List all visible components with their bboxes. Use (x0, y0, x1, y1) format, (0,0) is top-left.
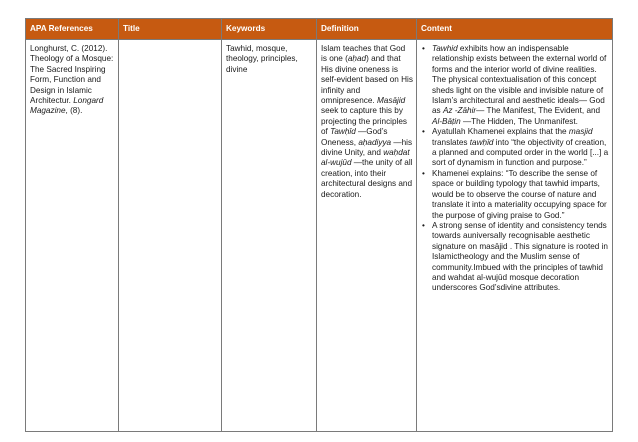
term-masajid: Masājid (376, 96, 406, 106)
header-title: Title (119, 19, 222, 40)
content-text: into “the objectivity of creation, a planned and computed order in the world [...] a sort of dynamism in function and purpose.” (432, 137, 609, 168)
list-item: • Khamenei explains: “To describe the sense of space or building typology that tawhid imparts, would be to observe the course of nature and translate it into a materiality occupying space for the purpose of giving praise to God.” (432, 169, 609, 221)
definition-text: —his divine Unity, and (321, 137, 413, 158)
list-item (432, 127, 609, 169)
cell-keywords: Tawhid, mosque, theology, principles, divine (222, 40, 317, 432)
term-tawhid: tawḥīd (469, 137, 494, 147)
content-text: exhibits how an indispensable relationship exists between the external world of forms and the interior world of divine realities. The physical contextualisation of this concept sheds light on the visible and invisible nature of Islam’s architectural and aesthetic ideals— God as (432, 44, 607, 116)
literature-table (25, 18, 613, 432)
document-page (25, 18, 612, 432)
content-text: —The Hidden, The Unmanifest. (460, 116, 578, 126)
header-content: Content (417, 19, 613, 40)
header-keywords: Keywords (222, 19, 317, 40)
header-row (26, 19, 613, 40)
header-apa-references: APA References (26, 19, 119, 40)
content-text: — The Manifest, The Evident, and (476, 106, 601, 116)
content-text: translates (432, 137, 470, 147)
term-al-batin: Al-Bāṭin (432, 116, 461, 126)
cell-title (119, 40, 222, 432)
table-row (26, 40, 613, 432)
list-item: • A strong sense of identity and consistency tends towards auniversally recognisable aesthetic signature on masājid . This signature is rooted in Islamictheology and the Muslim sense of community.Imbued with the principles of tawhid and wahdat al-wujūd mosque decoration underscores God’sdivine attributes. (432, 221, 609, 294)
definition-text: ) and that His divine oneness is self-evident based on His infinity and omnipresence. (321, 54, 413, 106)
list-item (432, 44, 609, 127)
cell-content (417, 40, 613, 432)
cell-reference (26, 40, 119, 432)
content-list (421, 44, 609, 294)
term-wahdat-al-wujud: waḥdat al-wujūd (321, 148, 410, 168)
content-text: Ayatullah Khamenei explains that the (432, 127, 569, 137)
term-ahadiyya: aḥadiyya (358, 137, 392, 147)
definition-text: —the unity of all creation, into their architectural designs and decoration. (321, 158, 413, 199)
definition-text: Islam teaches that God is one ( (321, 44, 406, 64)
definition-text: seek to capture this by projecting the principles of (321, 106, 408, 137)
cell-definition (317, 40, 417, 432)
term-az-zahir: Az -Zāhir (442, 106, 477, 116)
reference-text: Longhurst, C. (2012). Theology of a Mosque: The Sacred Inspiring Form, Function and Design in Islamic Architectur. (30, 44, 114, 106)
term-tawhid: Tawhid (432, 44, 458, 53)
header-definition: Definition (317, 19, 417, 40)
reference-issue: , (8). (65, 106, 83, 116)
definition-text: —God’s Oneness, (321, 127, 388, 147)
term-ahad: aḥad (347, 54, 367, 64)
term-tawhid: Tawḥīd (330, 127, 356, 137)
reference-journal: Longard Magazine (30, 96, 104, 116)
term-masjid: masjid (568, 127, 593, 137)
